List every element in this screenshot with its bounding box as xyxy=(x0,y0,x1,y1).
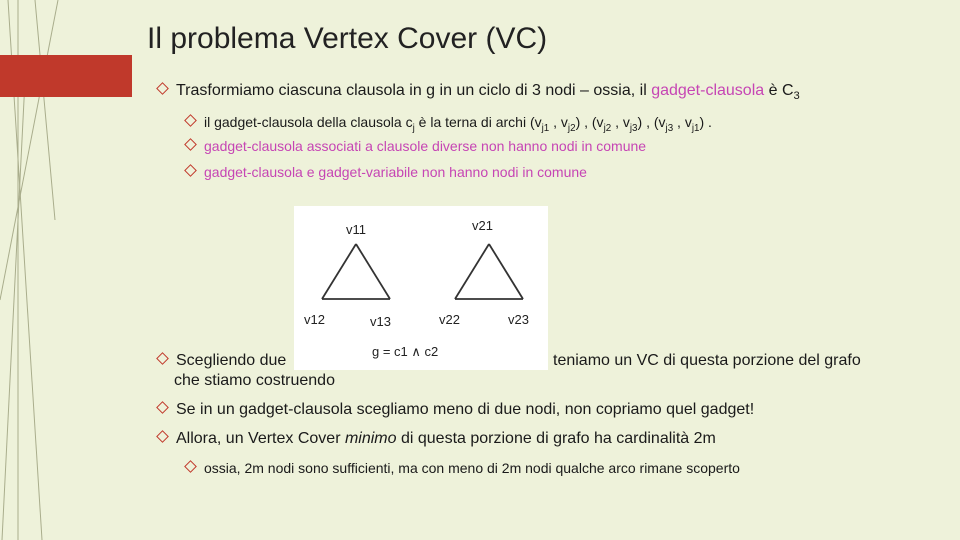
node-label-v12: v12 xyxy=(304,312,325,327)
diamond-bullet-icon xyxy=(156,352,169,365)
bullet-scegliendo-line2: che stiamo costruendo xyxy=(174,372,335,389)
clause-gadgets-graph xyxy=(294,206,548,370)
diamond-bullet-icon xyxy=(184,138,197,151)
bullet-scegliendo-right: teniamo un VC di questa porzione del grafo xyxy=(553,352,861,369)
diamond-bullet-icon xyxy=(184,460,197,473)
diamond-bullet-icon xyxy=(156,430,169,443)
subbullet-variabile: gadget-clausola e gadget-variabile non hanno nodi in comune xyxy=(186,164,587,180)
graph-figure xyxy=(294,206,548,370)
diamond-bullet-icon xyxy=(184,164,197,177)
formula-caption: g = c1 ∧ c2 xyxy=(372,344,439,359)
subbullet-2m-nodi: ossia, 2m nodi sono sufficienti, ma con meno di 2m nodi qualche arco rimane scoperto xyxy=(186,460,740,476)
diamond-bullet-icon xyxy=(156,82,169,95)
node-label-v22: v22 xyxy=(439,312,460,327)
diamond-bullet-icon xyxy=(184,114,197,127)
decorative-lines xyxy=(0,0,140,540)
bullet-meno-di-due: Se in un gadget-clausola scegliamo meno di due nodi, non copriamo quel gadget! xyxy=(158,401,754,419)
edge-v11-v13 xyxy=(356,244,390,299)
node-label-v23: v23 xyxy=(508,312,529,327)
edge-v21-v22 xyxy=(455,244,489,299)
subbullet-terna: il gadget-clausola della clausola $c_j$ è la terna di archi ($v_{j1}$ , $v_{j2}$) , ($v_{j2}$ , $v_{j3}$) , ($v_{j3}$ , $v_{j1}$) . xyxy=(186,114,712,134)
edge-v21-v23 xyxy=(489,244,523,299)
node-label-v21: v21 xyxy=(472,218,493,233)
bullet-trasformiamo: Trasformiamo ciascuna clausola in g in un ciclo di 3 nodi – ossia, il gadget-clausola è $C_3$ xyxy=(158,82,800,102)
edge-v11-v12 xyxy=(322,244,356,299)
node-label-v11: v11 xyxy=(346,222,366,237)
accent-bar xyxy=(0,55,132,97)
node-label-v13: v13 xyxy=(370,314,391,329)
diamond-bullet-icon xyxy=(156,401,169,414)
page-title: Il problema Vertex Cover (VC) xyxy=(147,22,548,55)
bullet-scegliendo: Scegliendo due xyxy=(158,352,286,370)
bullet-vc-minimo: Allora, un Vertex Cover minimo di questa porzione di grafo ha cardinalità 2m xyxy=(158,430,716,448)
subbullet-associati: gadget-clausola associati a clausole diverse non hanno nodi in comune xyxy=(186,138,646,154)
